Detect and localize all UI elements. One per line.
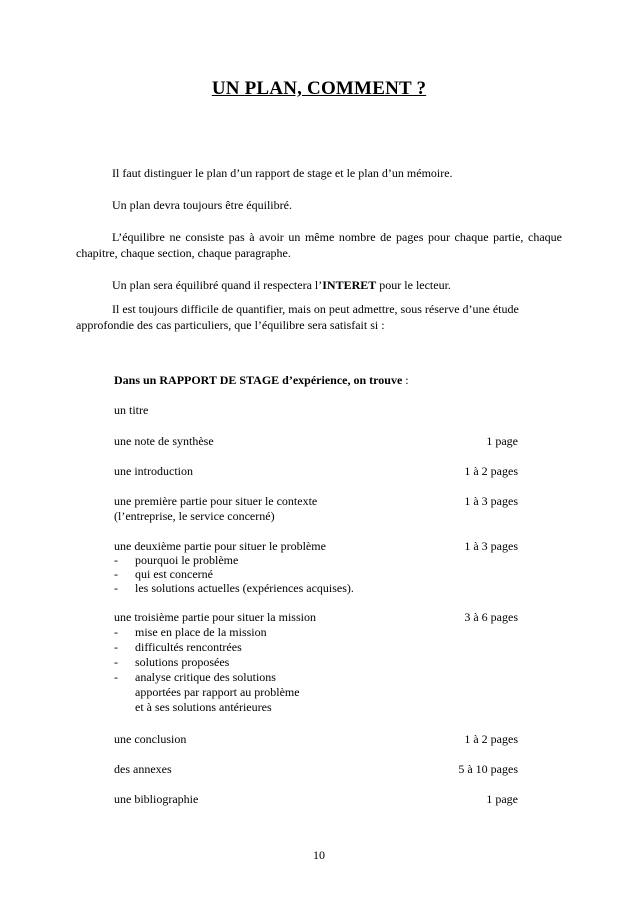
intro-label: une introduction bbox=[114, 464, 193, 478]
annexes-label: des annexes bbox=[114, 762, 172, 776]
part3-continuation: et à ses solutions antérieures bbox=[135, 700, 272, 714]
paragraph-distinguish: Il faut distinguer le plan d’un rapport de stage et le plan d’un mémoire. bbox=[112, 166, 453, 180]
page-number: 10 bbox=[313, 848, 325, 862]
part3-continuation: apportées par rapport au problème bbox=[135, 685, 300, 699]
paragraph-quantify: Il est toujours difficile de quantifier, mais on peut admettre, sous réserve d’une étude approfondie des cas particuliers, que l’équilibre sera satisfait si : bbox=[76, 302, 519, 332]
bullet-dash: - bbox=[114, 567, 118, 581]
bullet-text: pourquoi le problème bbox=[135, 553, 239, 567]
part3-pages: 3 à 6 pages bbox=[464, 610, 518, 624]
part2-pages: 1 à 3 pages bbox=[464, 539, 518, 553]
bullet-dash: - bbox=[114, 625, 118, 639]
bullet-dash: - bbox=[114, 655, 118, 669]
bullet-text: difficultés rencontrées bbox=[135, 640, 242, 654]
part2-label: une deuxième partie pour situer le problème bbox=[114, 539, 326, 553]
interest-text-before: Un plan sera équilibré quand il respectera l’ bbox=[112, 278, 323, 292]
part1-label: une première partie pour situer le contexte bbox=[114, 494, 318, 508]
part1-subtext: (l’entreprise, le service concerné) bbox=[114, 509, 275, 523]
titre-label: un titre bbox=[114, 403, 149, 417]
conclusion-label: une conclusion bbox=[114, 732, 187, 746]
part1-pages: 1 à 3 pages bbox=[464, 494, 518, 508]
bullet-text: analyse critique des solutions bbox=[135, 670, 276, 684]
bullet-text: solutions proposées bbox=[135, 655, 230, 669]
bullet-text: les solutions actuelles (expériences acquises). bbox=[135, 581, 354, 595]
section-heading bbox=[114, 372, 554, 388]
paragraph-interest bbox=[76, 277, 562, 293]
interest-bold: INTERET bbox=[322, 278, 377, 292]
part3-label: une troisième partie pour situer la mission bbox=[114, 610, 316, 624]
bullet-text: qui est concerné bbox=[135, 567, 213, 581]
bibliography-label: une bibliographie bbox=[114, 792, 199, 806]
intro-pages: 1 à 2 pages bbox=[464, 464, 518, 478]
bullet-dash: - bbox=[114, 670, 118, 684]
interest-text-after: pour le lecteur. bbox=[376, 278, 451, 292]
section-heading-colon: : bbox=[402, 373, 409, 387]
paragraph-equilibrium: L’équilibre ne consiste pas à avoir un même nombre de pages pour chaque partie, chaque chapitre, chaque section, chaque paragraphe. bbox=[76, 230, 562, 260]
note-label: une note de synthèse bbox=[114, 434, 214, 448]
note-pages: 1 page bbox=[486, 434, 518, 448]
annexes-pages: 5 à 10 pages bbox=[458, 762, 518, 776]
bibliography-pages: 1 page bbox=[486, 792, 518, 806]
bullet-dash: - bbox=[114, 581, 118, 595]
bullet-dash: - bbox=[114, 640, 118, 654]
conclusion-pages: 1 à 2 pages bbox=[464, 732, 518, 746]
bullet-text: mise en place de la mission bbox=[135, 625, 267, 639]
bullet-dash: - bbox=[114, 553, 118, 567]
paragraph-balanced: Un plan devra toujours être équilibré. bbox=[112, 198, 292, 212]
section-heading-bold: Dans un RAPPORT DE STAGE d’expérience, on trouve bbox=[114, 373, 403, 387]
page-title: UN PLAN, COMMENT ? bbox=[211, 78, 427, 99]
